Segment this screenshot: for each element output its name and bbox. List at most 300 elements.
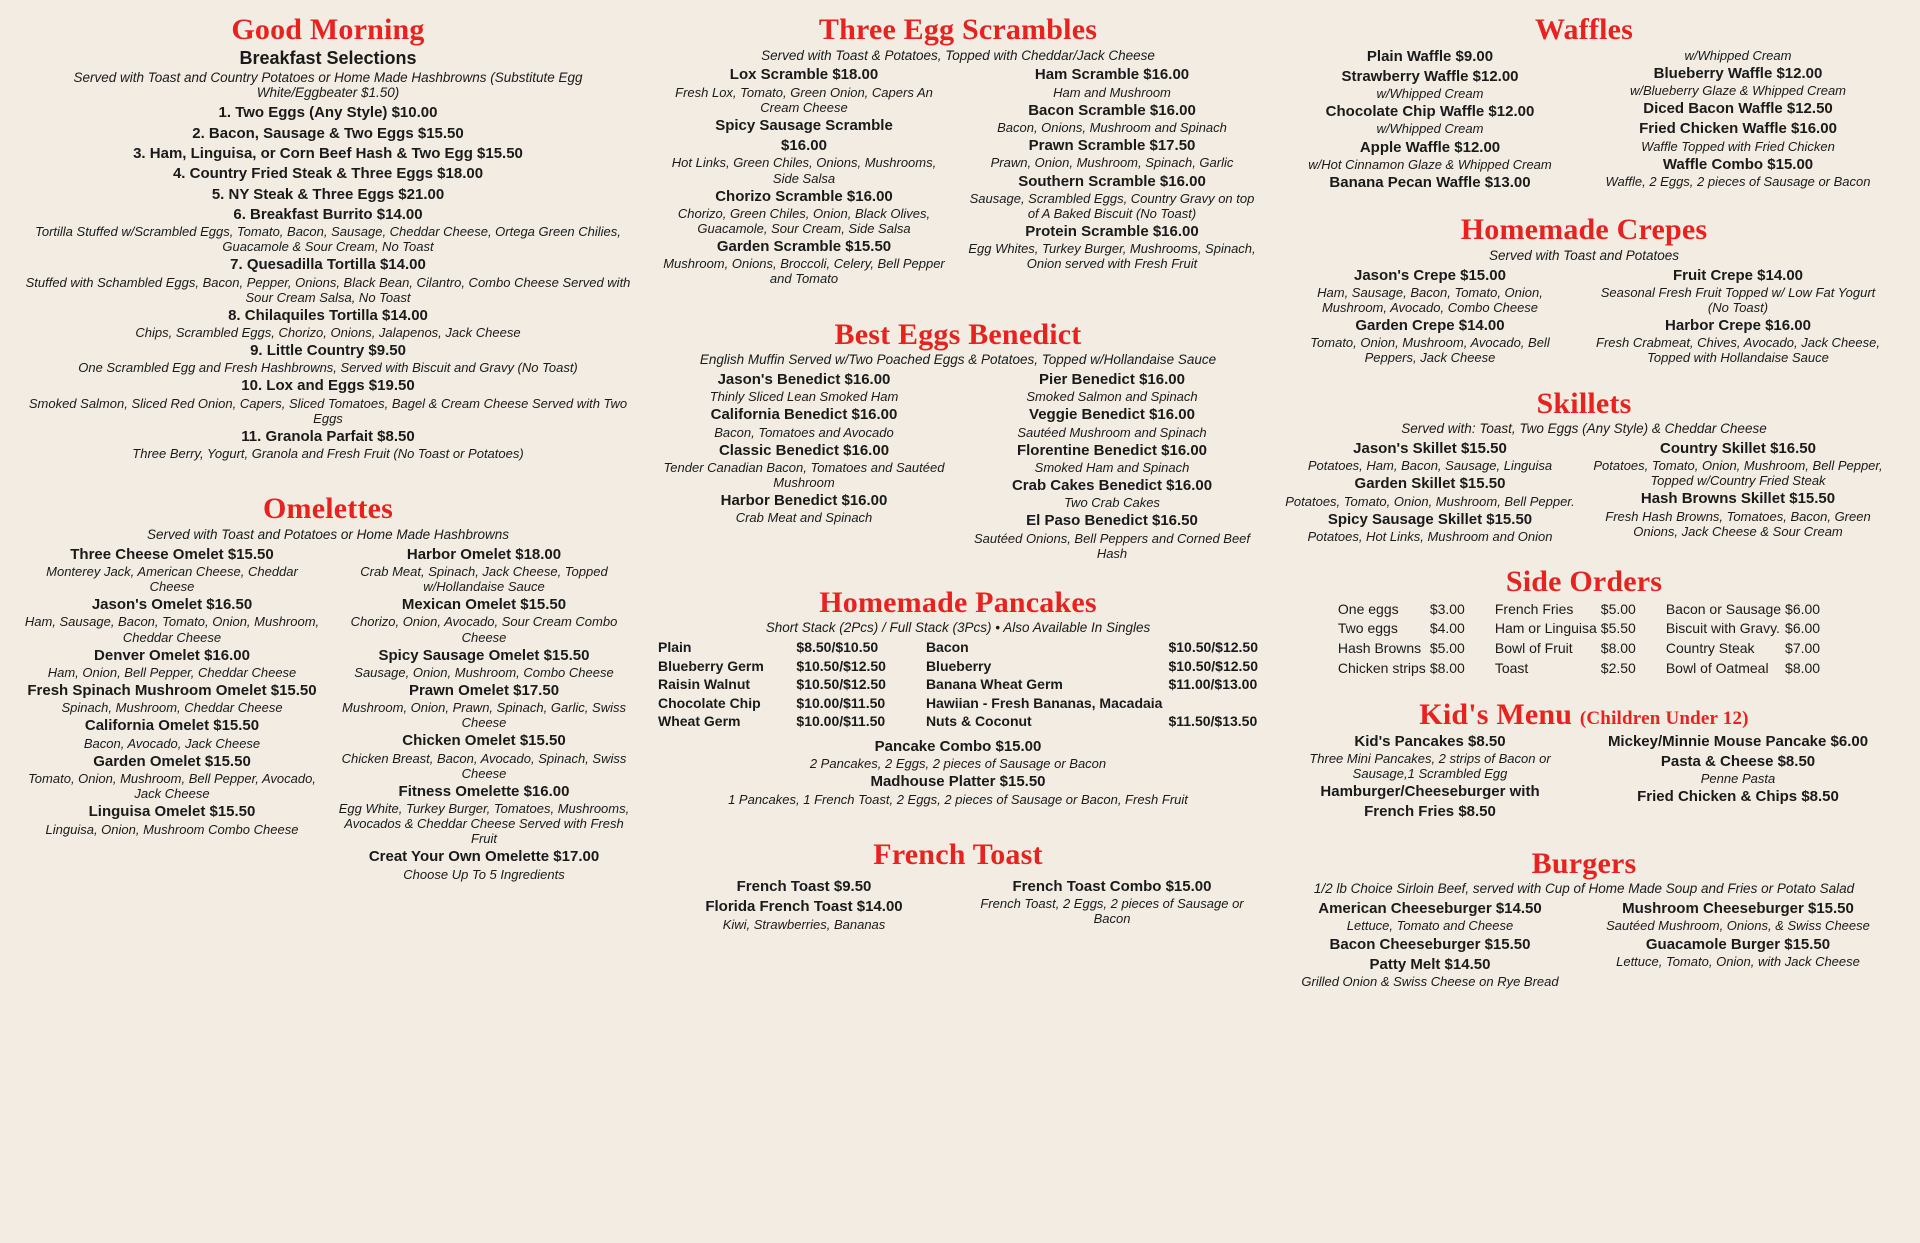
- kids-left-column: [1284, 733, 1576, 824]
- section-french-toast: [658, 839, 1258, 934]
- menu-item: [1592, 317, 1884, 365]
- menu-item: [966, 66, 1258, 99]
- item-name: Garden Crepe $14.00: [1355, 317, 1505, 335]
- item-name: 5. NY Steak & Three Eggs $21.00: [211, 185, 445, 203]
- item-description: Waffle, 2 Eggs, 2 pieces of Sausage or Bacon: [1605, 173, 1871, 189]
- item-name: French Fries: [1494, 600, 1574, 617]
- item-name: American Cheeseburger $14.50: [1318, 900, 1542, 918]
- crepes-right-column: [1592, 267, 1884, 368]
- item-price: $10.00/$11.50: [796, 713, 886, 730]
- menu-item: [1284, 68, 1576, 101]
- item-description: Seasonal Fresh Fruit Topped w/ Low Fat Yogurt (No Toast): [1600, 284, 1876, 316]
- item-name: Madhouse Platter $15.50: [870, 773, 1046, 791]
- menu-item: [1284, 174, 1576, 192]
- item-description: Smoked Ham and Spinach: [1034, 460, 1190, 475]
- item-description: Smoked Salmon and Spinach: [1026, 389, 1198, 405]
- item-name: Two eggs: [1337, 620, 1398, 637]
- item-description: Two Crab Cakes: [1064, 495, 1160, 511]
- item-description: Crab Meat and Spinach: [735, 510, 873, 526]
- menu-item: [1592, 100, 1884, 118]
- item-name: Fruit Crepe $14.00: [1672, 266, 1804, 284]
- item-name: Jason's Crepe $15.00: [1354, 266, 1506, 284]
- price-row: [1495, 600, 1646, 620]
- section-skillets: [1284, 388, 1884, 547]
- item-description: w/Whipped Cream: [1376, 121, 1484, 137]
- item-name: Pier Benedict $16.00: [1039, 370, 1185, 388]
- menu-item: [1592, 788, 1884, 806]
- item-description: Mushroom, Onions, Broccoli, Celery, Bell Pepper and Tomato: [663, 256, 945, 287]
- pancakes-left-list: [658, 639, 910, 732]
- menu-item: [1592, 900, 1884, 933]
- menu-column-left: [24, 14, 632, 1233]
- item-description: Waffle Topped with Fried Chicken: [1641, 138, 1835, 154]
- item-name: Pasta & Cheese $8.50: [1660, 752, 1816, 770]
- section-pancakes: [658, 587, 1258, 809]
- item-description: Grilled Onion & Swiss Cheese on Rye Bread: [1301, 974, 1559, 990]
- waffles-right-column: [1592, 48, 1884, 195]
- item-description: Smoked Salmon, Sliced Red Onion, Capers, Sliced Tomatoes, Bagel & Cream Cheese Served with Two Eggs: [28, 395, 628, 426]
- item-name: Ham Scramble $16.00: [1034, 66, 1190, 84]
- item-name: Diced Bacon Waffle $12.50: [1643, 99, 1833, 117]
- item-name: Nuts & Coconut: [925, 713, 1032, 730]
- menu-item: [658, 188, 950, 236]
- item-description: Kiwi, Strawberries, Bananas: [722, 916, 886, 932]
- item-name: Pancake Combo $15.00: [874, 737, 1042, 755]
- menu-item: [658, 738, 1258, 771]
- menu-item: [1284, 48, 1576, 66]
- section-note: Served with Toast and Country Potatoes or Home Made Hashbrowns (Substitute Egg White/Eggbeater $1.50): [73, 69, 583, 101]
- item-name: Fried Chicken & Chips $8.50: [1637, 788, 1839, 806]
- item-name: Florentine Benedict $16.00: [1016, 441, 1208, 459]
- item-name: 3. Ham, Linguisa, or Corn Beef Hash & Two Egg $15.50: [133, 144, 523, 162]
- item-description: Mushroom, Onion, Prawn, Spinach, Garlic, Swiss Cheese: [342, 700, 626, 731]
- section-note: Served with Toast and Potatoes: [1488, 247, 1680, 263]
- item-name: Jason's Omelet $16.50: [91, 596, 253, 614]
- item-description: Potatoes, Tomato, Onion, Mushroom, Bell Pepper.: [1285, 493, 1575, 509]
- item-price: $8.50/$10.50: [796, 639, 879, 656]
- item-price: $5.50: [1600, 620, 1636, 637]
- item-name: Biscuit with Gravy.: [1665, 620, 1780, 637]
- item-name: 7. Quesadilla Tortilla $14.00: [230, 256, 426, 274]
- item-price: $8.00: [1785, 660, 1821, 677]
- item-name: Lox Scramble $18.00: [729, 66, 879, 84]
- item-name: Blueberry Waffle $12.00: [1653, 64, 1823, 82]
- price-row: [658, 639, 910, 658]
- item-name: Garden Omelet $15.50: [93, 752, 251, 770]
- menu-item: [24, 186, 632, 204]
- skillets-right-column: [1592, 440, 1884, 546]
- item-name: Waffle Combo $15.00: [1662, 155, 1814, 173]
- item-price: $10.00/$11.50: [796, 694, 886, 711]
- section-title: Waffles: [1534, 13, 1634, 46]
- item-name: California Benedict $16.00: [710, 406, 898, 424]
- item-name: Hash Browns: [1337, 640, 1422, 657]
- side-orders-col2: [1495, 600, 1646, 680]
- menu-item: [966, 223, 1258, 271]
- item-description: Chorizo, Onion, Avocado, Sour Cream Combo Cheese: [350, 614, 618, 645]
- price-row: [1495, 639, 1646, 659]
- item-price: $5.00: [1600, 600, 1636, 617]
- price-row: [926, 639, 1258, 658]
- scrambles-left-column: [658, 66, 950, 288]
- scrambles-right-column: [966, 66, 1258, 288]
- item-name: Raisin Walnut: [658, 676, 751, 693]
- menu-item: [24, 803, 320, 836]
- section-title: Burgers: [1531, 846, 1637, 880]
- section-burgers: [1284, 848, 1884, 991]
- item-description: Thinly Sliced Lean Smoked Ham: [709, 389, 899, 405]
- item-name: 10. Lox and Eggs $19.50: [241, 377, 415, 395]
- menu-item: [24, 717, 320, 750]
- item-description: Sausage, Scrambled Eggs, Country Gravy on top of A Baked Biscuit (No Toast): [969, 190, 1255, 221]
- item-description: Bacon, Onions, Mushroom and Spinach: [997, 120, 1227, 136]
- kids-menu-title-suffix: (Children Under 12): [1579, 708, 1749, 730]
- item-price: $10.50/$12.50: [1168, 639, 1258, 656]
- burgers-right-column: [1592, 900, 1884, 991]
- menu-item: [336, 783, 632, 847]
- section-note: English Muffin Served w/Two Poached Eggs & Potatoes, Topped w/Hollandaise Sauce: [699, 352, 1217, 368]
- item-name: California Omelet $15.50: [84, 717, 260, 735]
- section-note: Served with Toast and Potatoes or Home Made Hashbrowns: [147, 526, 509, 542]
- menu-item: [24, 307, 632, 340]
- item-description: Penne Pasta: [1700, 771, 1776, 787]
- item-description: Linguisa, Onion, Mushroom Combo Cheese: [45, 821, 299, 837]
- section-omelettes: [24, 493, 632, 884]
- item-description: Fresh Hash Browns, Tomatoes, Bacon, Green Onions, Jack Cheese & Sour Cream: [1605, 508, 1871, 539]
- menu-item: [658, 371, 950, 404]
- item-name: 6. Breakfast Burrito $14.00: [233, 205, 423, 223]
- menu-item: [1592, 65, 1884, 98]
- item-description: Ham and Mushroom: [1053, 84, 1171, 100]
- menu-item: [1284, 936, 1576, 954]
- pancakes-right-list: [926, 639, 1258, 732]
- item-name: Mickey/Minnie Mouse Pancake $6.00: [1607, 732, 1869, 750]
- item-name: Hamburger/Cheeseburger with: [1320, 783, 1540, 801]
- item-price: $10.50/$12.50: [1168, 657, 1258, 674]
- item-name: Fried Chicken Waffle $16.00: [1639, 120, 1837, 138]
- benedict-right-column: [966, 371, 1258, 563]
- item-name: Toast: [1494, 660, 1529, 677]
- price-row: [1338, 619, 1475, 639]
- item-name: Wheat Germ: [658, 713, 741, 730]
- menu-item: [1592, 120, 1884, 153]
- item-name: Fitness Omelette $16.00: [398, 782, 570, 800]
- item-description: Monterey Jack, American Cheese, Cheddar Cheese: [46, 564, 298, 595]
- item-price: $3.00: [1429, 600, 1465, 617]
- item-description: Tomato, Onion, Mushroom, Avocado, Bell Peppers, Jack Cheese: [1310, 335, 1550, 366]
- menu-item: [24, 125, 632, 143]
- item-name: One eggs: [1337, 600, 1399, 617]
- item-name: Southern Scramble $16.00: [1018, 172, 1206, 190]
- item-description: Tortilla Stuffed w/Scrambled Eggs, Tomato, Bacon, Sausage, Cheddar Cheese, Ortega Green Chilies, Guacamole & Sour Cream, No Toast: [35, 224, 621, 255]
- item-name: Bowl of Oatmeal: [1665, 660, 1769, 677]
- price-row: [658, 676, 910, 695]
- item-price: $11.50/$13.50: [1168, 713, 1258, 730]
- item-description: Spinach, Mushroom, Cheddar Cheese: [61, 700, 283, 716]
- menu-item: [336, 682, 632, 730]
- item-name: French Toast $9.50: [736, 878, 872, 896]
- item-name: Spicy Sausage Skillet $15.50: [1327, 510, 1533, 528]
- item-name: 8. Chilaquiles Tortilla $14.00: [228, 306, 428, 324]
- kids-menu-title-main: Kid's Menu: [1419, 698, 1573, 732]
- menu-item: [658, 442, 950, 490]
- menu-item: [1284, 511, 1576, 544]
- section-title: Homemade Pancakes: [819, 585, 1097, 619]
- menu-item: [1592, 267, 1884, 315]
- item-description: Sautéed Onions, Bell Peppers and Corned Beef Hash: [973, 530, 1251, 561]
- menu-item: [1284, 139, 1576, 172]
- item-description: Potatoes, Hot Links, Mushroom and Onion: [1307, 529, 1553, 545]
- item-price: [1162, 695, 1258, 714]
- item-name: Denver Omelet $16.00: [94, 646, 250, 664]
- price-row: [1338, 639, 1475, 659]
- item-name: Crab Cakes Benedict $16.00: [1011, 477, 1213, 495]
- section-side-orders: [1284, 566, 1884, 679]
- item-name: Bacon: [925, 639, 969, 656]
- item-name: Spicy Sausage Scramble: [715, 116, 893, 134]
- item-name: French Toast Combo $15.00: [1012, 878, 1212, 896]
- item-price: $11.00/$13.00: [1168, 676, 1258, 693]
- section-subtitle: Breakfast Selections: [239, 47, 417, 68]
- menu-item: [24, 546, 320, 594]
- menu-item: [658, 492, 950, 525]
- item-name: Chocolate Chip: [658, 694, 761, 711]
- item-name: Kid's Pancakes $8.50: [1354, 732, 1506, 750]
- item-name: Apple Waffle $12.00: [1359, 138, 1501, 156]
- menu-item: [1284, 803, 1576, 821]
- item-name: Garden Skillet $15.50: [1354, 475, 1506, 493]
- item-description: Ham, Sausage, Bacon, Tomato, Onion, Mushroom, Avocado, Combo Cheese: [1317, 284, 1543, 316]
- benedict-left-column: [658, 371, 950, 563]
- menu-item: [24, 682, 320, 715]
- item-name: Prawn Omelet $17.50: [408, 682, 560, 700]
- section-good-morning: [24, 14, 632, 463]
- item-description: Fresh Lox, Tomato, Green Onion, Capers An Cream Cheese: [675, 84, 933, 115]
- item-price: $2.50: [1600, 660, 1636, 677]
- section-title: Omelettes: [262, 492, 394, 526]
- item-name: Country Steak: [1665, 640, 1755, 657]
- item-description: Tomato, Onion, Mushroom, Bell Pepper, Avocado, Jack Cheese: [28, 771, 316, 802]
- side-orders-col3: [1666, 600, 1830, 680]
- item-name: Linguisa Omelet $15.50: [88, 803, 256, 821]
- item-description: Chorizo, Green Chiles, Onion, Black Olives, Guacamole, Sour Cream, Side Salsa: [677, 205, 931, 236]
- item-name: Harbor Benedict $16.00: [720, 492, 888, 510]
- item-name: 11. Granola Parfait $8.50: [241, 427, 415, 445]
- menu-item: [336, 848, 632, 881]
- menu-item: [1284, 900, 1576, 933]
- menu-item: [658, 137, 950, 185]
- item-description: Sautéed Mushroom, Onions, & Swiss Cheese: [1606, 918, 1870, 934]
- item-name: Strawberry Waffle $12.00: [1341, 67, 1519, 85]
- price-row: [658, 713, 910, 732]
- menu-item: [966, 371, 1258, 404]
- item-name: Banana Pecan Waffle $13.00: [1329, 173, 1531, 191]
- item-price: $6.00: [1785, 620, 1821, 637]
- menu-item: [658, 406, 950, 439]
- menu-item: [658, 66, 950, 114]
- item-name: French Fries $8.50: [1364, 803, 1496, 821]
- item-description: Hot Links, Green Chiles, Onions, Mushrooms, Side Salsa: [671, 155, 937, 186]
- menu-item: [966, 173, 1258, 221]
- burgers-left-column: [1284, 900, 1576, 991]
- item-name: Three Cheese Omelet $15.50: [70, 545, 274, 563]
- menu-item: [1592, 490, 1884, 538]
- price-row: [1666, 639, 1830, 659]
- item-name: Florida French Toast $14.00: [705, 898, 903, 916]
- menu-item: [1284, 317, 1576, 365]
- item-name: Fresh Spinach Mushroom Omelet $15.50: [27, 682, 317, 700]
- item-name: Bowl of Fruit: [1494, 640, 1573, 657]
- menu-column-center: [658, 14, 1258, 1233]
- item-name: Prawn Scramble $17.50: [1028, 137, 1196, 155]
- menu-item: [24, 428, 632, 461]
- item-description: Prawn, Onion, Mushroom, Spinach, Garlic: [990, 155, 1234, 171]
- item-name: $16.00: [781, 137, 827, 155]
- price-row: [926, 658, 1258, 677]
- menu-item: [1592, 48, 1884, 63]
- section-note: Served with: Toast, Two Eggs (Any Style) & Cheddar Cheese: [1401, 421, 1767, 437]
- item-description: w/Blueberry Glaze & Whipped Cream: [1629, 82, 1847, 98]
- menu-item: [1284, 475, 1576, 508]
- item-price: $10.50/$12.50: [796, 657, 886, 674]
- section-title: Skillets: [1536, 386, 1632, 420]
- item-description: Lettuce, Tomato, Onion, with Jack Cheese: [1616, 953, 1860, 969]
- item-description: Tender Canadian Bacon, Tomatoes and Sautéed Mushroom: [663, 460, 945, 491]
- skillets-left-column: [1284, 440, 1576, 546]
- section-note: Served with Toast & Potatoes, Topped with Cheddar/Jack Cheese: [761, 47, 1155, 63]
- menu-item: [1284, 956, 1576, 989]
- price-row: [1338, 600, 1475, 620]
- section-title: Homemade Crepes: [1460, 213, 1708, 247]
- menu-item: [24, 104, 632, 122]
- menu-item: [336, 647, 632, 680]
- menu-item: [24, 596, 320, 644]
- item-description: Choose Up To 5 Ingredients: [403, 866, 565, 882]
- section-title: Best Eggs Benedict: [834, 317, 1082, 351]
- item-name: Patty Melt $14.50: [1369, 955, 1491, 973]
- item-description: Egg White, Turkey Burger, Tomatoes, Mushrooms, Avocados & Cheddar Cheese Served with Fresh Fruit: [338, 801, 630, 847]
- item-price: $7.00: [1785, 640, 1821, 657]
- menu-item: [658, 773, 1258, 806]
- price-row: [658, 695, 910, 714]
- menu-item: [336, 596, 632, 644]
- item-price: $10.50/$12.50: [796, 676, 886, 693]
- section-title: [1284, 699, 1884, 731]
- section-scrambles: [658, 14, 1258, 289]
- item-name: Plain Waffle $9.00: [1366, 47, 1494, 65]
- item-name: Mexican Omelet $15.50: [401, 596, 567, 614]
- menu-item: [1592, 733, 1884, 751]
- item-description: w/Whipped Cream: [1376, 86, 1484, 102]
- section-waffles: [1284, 14, 1884, 194]
- menu-item: [1592, 156, 1884, 189]
- section-kids-menu: [1284, 699, 1884, 824]
- menu-item: [1284, 267, 1576, 315]
- item-name: Chorizo Scramble $16.00: [715, 187, 893, 205]
- crepes-left-column: [1284, 267, 1576, 368]
- omelettes-right-column: [336, 546, 632, 884]
- item-name: 4. Country Fried Steak & Three Eggs $18.00: [172, 165, 484, 183]
- item-name: Bacon or Sausage: [1665, 600, 1782, 617]
- menu-item: [24, 753, 320, 801]
- price-row: [658, 658, 910, 677]
- item-description: Three Berry, Yogurt, Granola and Fresh Fruit (No Toast or Potatoes): [132, 446, 524, 462]
- item-description: One Scrambled Egg and Fresh Hashbrowns, Served with Biscuit and Gravy (No Toast): [78, 360, 578, 376]
- menu-item: [966, 477, 1258, 510]
- item-description: Bacon, Tomatoes and Avocado: [714, 424, 894, 440]
- item-description: 2 Pancakes, 2 Eggs, 2 pieces of Sausage or Bacon: [809, 756, 1107, 772]
- menu-item: [1592, 440, 1884, 488]
- menu-item: [658, 117, 950, 135]
- menu-item: [1284, 103, 1576, 136]
- price-row: [1666, 600, 1830, 620]
- item-name: Country Skillet $16.50: [1660, 439, 1816, 457]
- section-crepes: [1284, 214, 1884, 367]
- item-name: 9. Little Country $9.50: [250, 342, 406, 360]
- item-name: Hash Browns Skillet $15.50: [1640, 490, 1836, 508]
- section-eggs-benedict: [658, 319, 1258, 563]
- section-title: French Toast: [873, 837, 1043, 871]
- item-name: Harbor Crepe $16.00: [1665, 317, 1811, 335]
- item-description: Sausage, Onion, Mushroom, Combo Cheese: [354, 664, 614, 680]
- item-name: Protein Scramble $16.00: [1025, 223, 1199, 240]
- item-name: Classic Benedict $16.00: [718, 441, 890, 459]
- menu-item: [336, 732, 632, 780]
- item-description: Chips, Scrambled Eggs, Chorizo, Onions, Jalapenos, Jack Cheese: [135, 325, 521, 341]
- item-name: Bacon Cheeseburger $15.50: [1329, 935, 1531, 953]
- price-row: [926, 695, 1258, 714]
- price-row: [1495, 659, 1646, 679]
- side-orders-col1: [1338, 600, 1475, 680]
- item-name: Chocolate Chip Waffle $12.00: [1325, 103, 1535, 121]
- item-name: Jason's Skillet $15.50: [1353, 439, 1507, 457]
- menu-item: [1592, 753, 1884, 786]
- menu-item: [966, 137, 1258, 170]
- menu-item: [966, 512, 1258, 560]
- item-name: El Paso Benedict $16.50: [1026, 512, 1198, 530]
- menu-column-right: [1284, 14, 1884, 1233]
- item-name: Banana Wheat Germ: [925, 676, 1063, 693]
- item-name: Hawiian - Fresh Bananas, Macadaia: [925, 694, 1163, 711]
- item-description: Three Mini Pancakes, 2 strips of Bacon or Sausage,1 Scrambled Egg: [1309, 750, 1551, 782]
- french-toast-right-column: [966, 878, 1258, 934]
- item-name: Jason's Benedict $16.00: [717, 370, 891, 388]
- item-price: $8.00: [1429, 660, 1465, 677]
- item-name: Plain: [658, 639, 692, 656]
- item-name: Guacamole Burger $15.50: [1645, 935, 1831, 953]
- item-name: Harbor Omelet $18.00: [406, 545, 562, 563]
- section-note: Short Stack (2Pcs) / Full Stack (3Pcs) • Also Available In Singles: [765, 620, 1151, 636]
- menu-item: [966, 442, 1258, 475]
- item-name: Mushroom Cheeseburger $15.50: [1622, 900, 1854, 918]
- menu-item: [966, 102, 1258, 135]
- price-row: [1666, 619, 1830, 639]
- section-note: 1/2 lb Choice Sirloin Beef, served with Cup of Home Made Soup and Fries or Potato Salad: [1313, 881, 1855, 897]
- menu-item: [24, 647, 320, 680]
- price-row: [926, 713, 1258, 732]
- item-description: 1 Pancakes, 1 French Toast, 2 Eggs, 2 pieces of Sausage or Bacon, Fresh Fruit: [728, 791, 1188, 807]
- menu-item: [658, 898, 950, 931]
- section-title: Side Orders: [1505, 565, 1663, 599]
- item-price: $4.00: [1429, 620, 1465, 637]
- item-description: Chicken Breast, Bacon, Avocado, Spinach, Swiss Cheese: [341, 750, 627, 781]
- menu-item: [658, 238, 950, 286]
- item-name: 2. Bacon, Sausage & Two Eggs $15.50: [192, 124, 464, 142]
- item-description: Ham, Onion, Bell Pepper, Cheddar Cheese: [47, 664, 297, 680]
- item-name: Chicken Omelet $15.50: [402, 732, 566, 750]
- section-title: Good Morning: [231, 13, 425, 46]
- menu-item: [966, 406, 1258, 439]
